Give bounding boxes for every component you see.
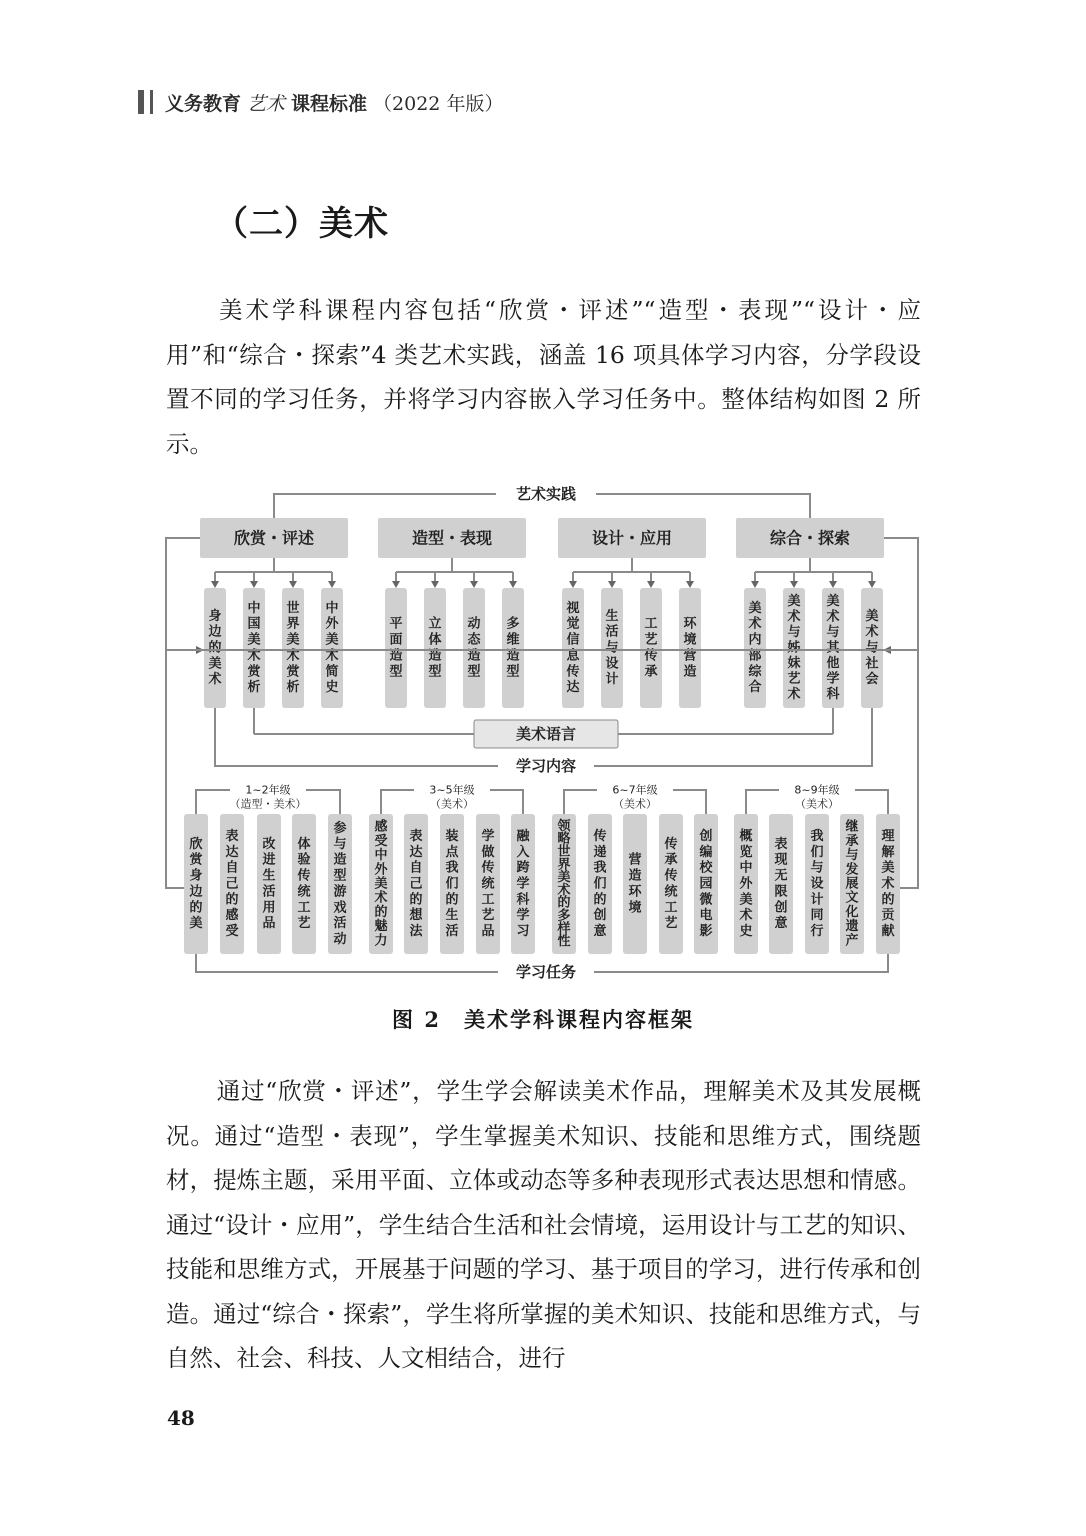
- grade-label-3: 8~9年级: [794, 783, 840, 797]
- content-item-2-2: 工艺传承: [644, 616, 658, 680]
- content-arrow-icon-2-1: [608, 581, 616, 588]
- task-item-1-1: 表达自己的想法: [409, 828, 423, 940]
- content-item-1-3: 多维造型: [506, 616, 520, 680]
- grade-label-0: 1~2年级: [245, 783, 291, 797]
- content-item-1-2: 动态造型: [467, 616, 481, 680]
- task-item-3-4: 理解美术的贡献: [881, 828, 895, 940]
- task-item-1-4: 融入跨学科学习: [516, 828, 530, 940]
- content-label: 学习内容: [515, 757, 577, 775]
- task-item-3-1: 表现无限创意: [774, 836, 788, 932]
- content-arrow-icon-0-2: [289, 581, 297, 588]
- task-item-0-3: 体验传统工艺: [297, 836, 311, 932]
- intro-paragraph: [166, 288, 921, 466]
- grade-note-2: （美术）: [613, 797, 657, 811]
- practice-label-3: 综合・探索: [769, 528, 851, 548]
- header-bar-thin-icon: [150, 90, 153, 114]
- content-item-3-2: 美术与其他学科: [826, 594, 840, 702]
- practice-label: 艺术实践: [515, 485, 577, 503]
- task-item-3-2: 我们与设计同行: [810, 828, 824, 940]
- task-item-2-3: 传承传统工艺: [664, 836, 678, 932]
- content-arrow-icon-2-2: [647, 581, 655, 588]
- header-standard: 课程标准: [291, 92, 368, 115]
- content-arrow-icon-2-0: [569, 581, 577, 588]
- content-arrow-icon-0-0: [211, 581, 219, 588]
- practice-label-1: 造型・表现: [411, 528, 493, 548]
- language-label: 美术语言: [515, 725, 577, 743]
- practice-label-2: 设计・应用: [591, 528, 673, 548]
- grade-note-3: （美术）: [795, 797, 839, 811]
- content-arrow-icon-1-0: [392, 581, 400, 588]
- task-item-1-0: 感受中外美术的魅力: [374, 819, 388, 949]
- content-item-2-0: 视觉信息传达: [566, 600, 580, 696]
- content-item-1-0: 平面造型: [389, 616, 403, 680]
- content-item-2-1: 生活与设计: [605, 608, 619, 688]
- task-item-2-4: 创编校园微电影: [699, 828, 713, 940]
- content-arrow-icon-3-2: [829, 581, 837, 588]
- header-subject: 义务教育: [165, 92, 242, 115]
- task-label: 学习任务: [515, 963, 577, 981]
- body-paragraph-text: 通过“欣赏・评述”，学生学会解读美术作品，理解美术及其发展概况。通过“造型・表现”，学生掌握美术知识、技能和思维方式，围绕题材，提炼主题，采用平面、立体或动态等多种表现形式表达思想和情感。通过“设计・应用”，学生结合生活和社会情境，运用设计与工艺的知识、技能和思维方式，开展基于问题的学习、基于项目的学习，进行传承和创造。通过“综合・探索”，学生将所掌握的美术知识、技能和思维方式，与自然、社会、科技、人文相结合，进行: [166, 1077, 921, 1372]
- task-item-0-2: 改进生活用品: [262, 836, 276, 932]
- content-arrow-icon-0-3: [328, 581, 336, 588]
- content-arrow-icon-3-1: [790, 581, 798, 588]
- header-bar-icon: [138, 90, 144, 114]
- header-edition: （2022 年版）: [373, 92, 504, 115]
- task-item-2-0: 领略世界美术的多样性: [557, 818, 571, 950]
- content-arrow-icon-2-3: [686, 581, 694, 588]
- header-art: 艺术: [247, 92, 286, 115]
- task-item-3-0: 概览中外美术史: [739, 828, 753, 940]
- content-item-3-3: 美术与社会: [865, 608, 879, 688]
- grade-label-1: 3~5年级: [429, 783, 475, 797]
- content-item-2-3: 环境营造: [683, 616, 697, 680]
- grade-label-2: 6~7年级: [612, 783, 658, 797]
- task-item-2-1: 传递我们的创意: [593, 828, 607, 940]
- content-arrow-icon-3-0: [751, 581, 759, 588]
- task-item-1-3: 学做传统工艺品: [481, 828, 495, 940]
- body-paragraph: [166, 1069, 921, 1381]
- task-item-0-4: 参与造型游戏活动: [333, 820, 347, 948]
- content-item-0-0: 身边的美术: [208, 608, 222, 688]
- task-item-0-1: 表达自己的感受: [225, 828, 239, 940]
- practice-label-0: 欣赏・评述: [233, 528, 315, 548]
- content-arrow-icon-1-1: [431, 581, 439, 588]
- page-number: 48: [167, 1406, 195, 1430]
- content-arrow-icon-0-1: [250, 581, 258, 588]
- task-item-1-2: 装点我们的生活: [445, 828, 459, 940]
- content-arrow-icon-3-3: [868, 581, 876, 588]
- curriculum-framework-diagram: [160, 478, 930, 986]
- content-item-3-1: 美术与姊妹艺术: [787, 594, 801, 702]
- content-item-3-0: 美术内部综合: [748, 600, 762, 696]
- section-title: （二）美术: [214, 204, 389, 244]
- grade-note-0: （造型・美术）: [229, 797, 307, 811]
- running-header: [138, 88, 503, 116]
- task-item-0-0: 欣赏身边的美: [189, 836, 203, 932]
- task-item-3-3: 继承与发展文化遗产: [845, 819, 859, 949]
- content-arrow-icon-1-2: [470, 581, 478, 588]
- content-item-0-2: 世界美术赏析: [286, 600, 300, 696]
- content-item-0-1: 中国美术赏析: [247, 600, 261, 696]
- content-item-0-3: 中外美术简史: [325, 600, 339, 696]
- content-item-1-1: 立体造型: [428, 616, 442, 680]
- content-arrow-icon-1-3: [509, 581, 517, 588]
- grade-note-1: （美术）: [430, 797, 474, 811]
- task-item-2-2: 营造环境: [628, 852, 642, 916]
- figure-caption: 图 2 美术学科课程内容框架: [392, 1007, 694, 1032]
- intro-paragraph-text: 美术学科课程内容包括“欣赏・评述”“造型・表现”“设计・应用”和“综合・探索”4 类艺术实践，涵盖 16 项具体学习内容，分学段设置不同的学习任务，并将学习内容嵌入学习任务中。整体结构如图 2 所示。: [166, 296, 921, 458]
